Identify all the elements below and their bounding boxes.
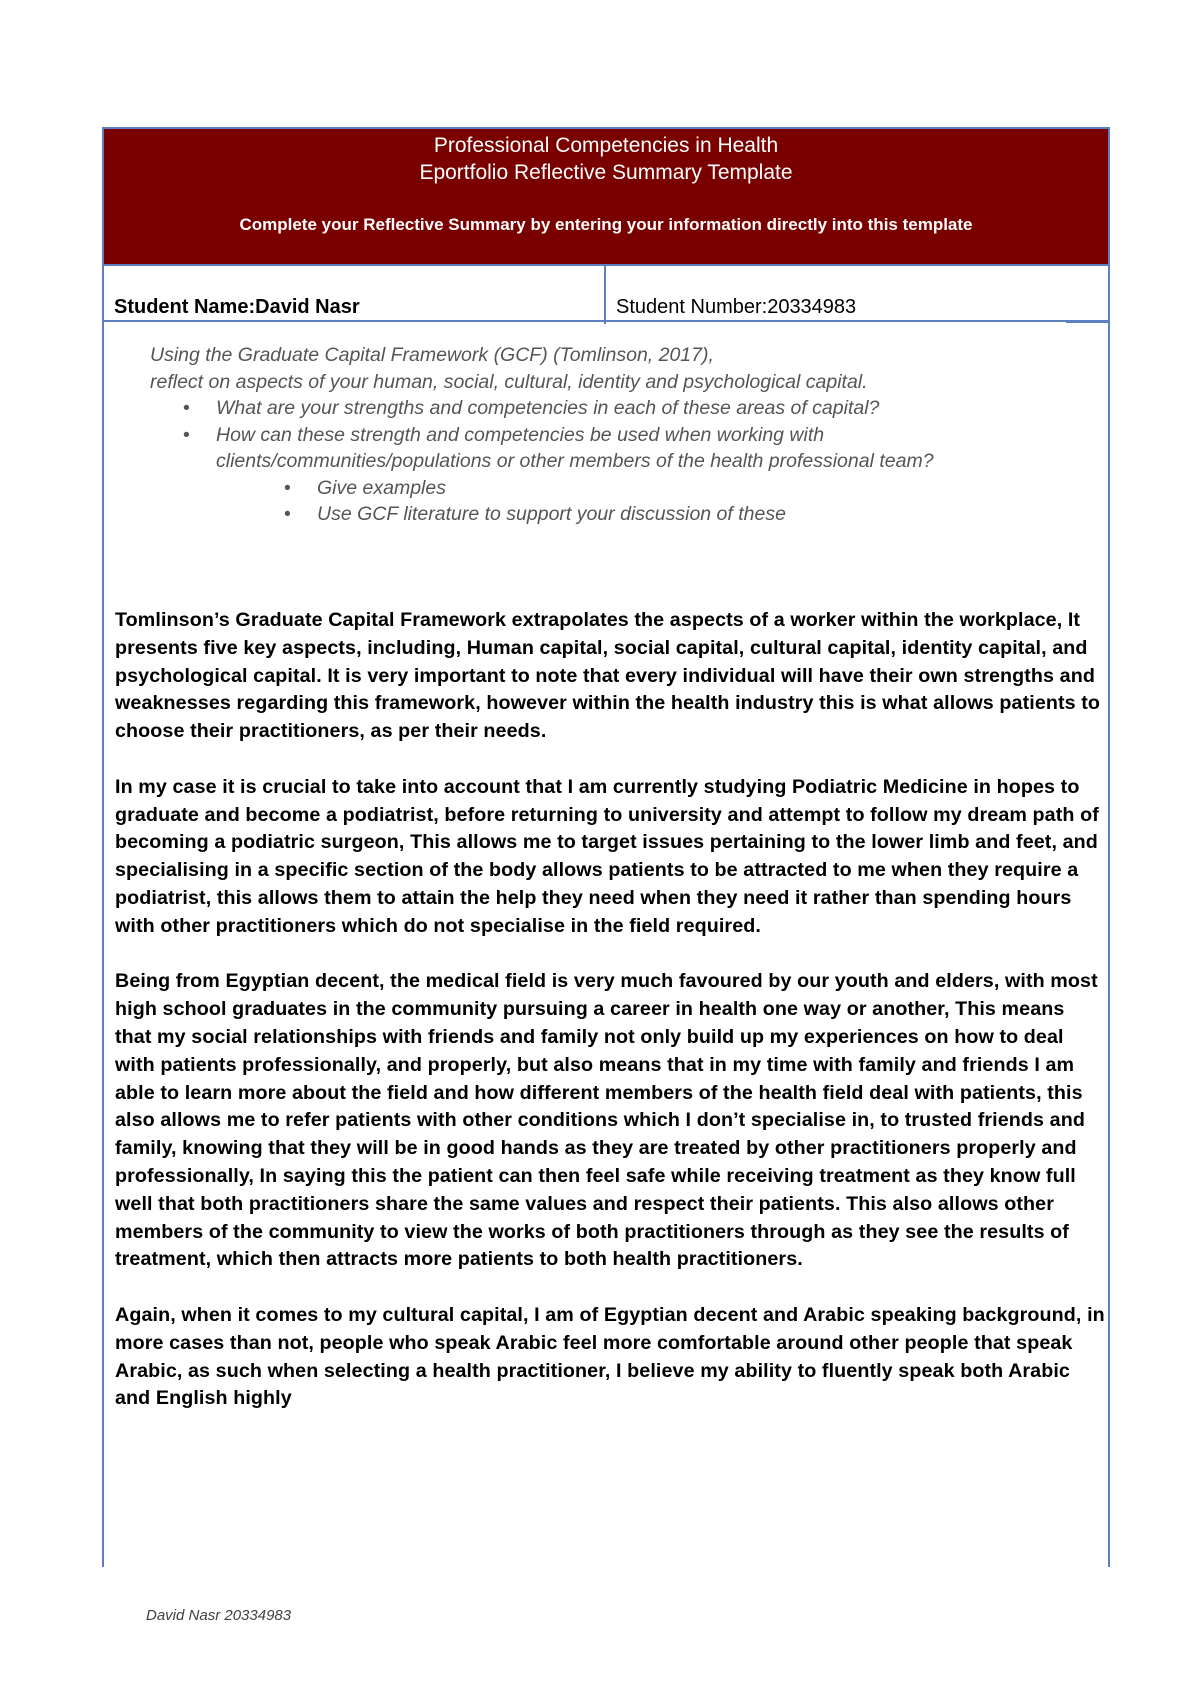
bullet-icon: • <box>183 423 190 446</box>
header-title: Professional Competencies in Health <box>433 134 779 157</box>
prompt-line: reflect on aspects of your human, social, cultural, identity and psychological capital. <box>150 370 868 393</box>
reflection-prompt <box>150 342 1090 528</box>
page-footer: David Nasr 20334983 <box>146 1607 292 1624</box>
prompt-sub-bullet: • Give examples <box>150 475 1090 502</box>
row-border <box>104 320 1108 322</box>
reflective-summary-body[interactable] <box>115 607 1105 1441</box>
student-name-field[interactable]: Student Name:David Nasr <box>114 296 360 318</box>
header-subtitle: Eportfolio Reflective Summary Template <box>419 161 793 184</box>
header-instruction: Complete your Reflective Summary by entering your information directly into this template <box>239 215 973 234</box>
template-frame <box>102 127 1110 1567</box>
prompt-sub-bullet: • Use GCF literature to support your discussion of these <box>150 501 1090 528</box>
student-number-field[interactable]: Student Number:20334983 <box>616 296 857 318</box>
prompt-bullet: • How can these strength and competencies be used when working with clients/communities/populations or other members of the health professional team? <box>183 423 934 472</box>
prompt-bullets <box>150 395 1090 528</box>
template-header <box>104 129 1108 264</box>
bullet-icon: • <box>183 397 190 419</box>
essay-paragraph: Again, when it comes to my cultural capital, I am of Egyptian decent and Arabic speaking background, in more cases than not, people who speak Arabic feel more comfortable around other people that speak Arabic, as such when selecting a health practitioner, I believe my ability to fluently speak both Arabic and English highly <box>115 1303 1105 1410</box>
prompt-bullet: • What are your strengths and competencies in each of these areas of capital? <box>150 395 1090 422</box>
bullet-icon: • <box>284 476 291 499</box>
essay-paragraph: Being from Egyptian decent, the medical field is very much favoured by our youth and elders, with most high school graduates in the community pursuing a career in health one way or another, This means that my social relationships with friends and family not only build up my experiences on how to deal with patients professionally, and properly, but also means that in my time with family and friends I am able to learn more about the field and how different members of the health field deal with patients, this also allows me to refer patients with other conditions which I don’t specialise in, to trusted friends and family, knowing that they will be in good hands as they are treated by other practitioners properly and professionally, In saying this the patient can then feel safe while receiving treatment as they know full well that both practitioners share the same values and respect their patients. This also allows other members of the community to view the works of both practitioners through as they see the results of treatment, which then attracts more patients to both health practitioners. <box>115 970 1098 1271</box>
prompt-line: Using the Graduate Capital Framework (GCF) (Tomlinson, 2017), <box>150 344 714 366</box>
essay-paragraph: Tomlinson’s Graduate Capital Framework extrapolates the aspects of a worker within the workplace, It presents five key aspects, including, Human capital, social capital, cultural capital, identity capital, and psychological capital. It is very important to note that every individual will have their own strengths and weaknesses regarding this framework, however within the health industry this is what allows patients to choose their practitioners, as per their needs. <box>115 609 1101 743</box>
bullet-icon: • <box>284 503 291 525</box>
row-border-accent <box>1066 320 1108 323</box>
student-info-row <box>104 264 1108 322</box>
cell-divider <box>604 266 606 324</box>
essay-paragraph: In my case it is crucial to take into account that I am currently studying Podiatric Medicine in hopes to graduate and become a podiatrist, before returning to university and attempt to follow my dream path of becoming a podiatric surgeon, This allows me to target issues pertaining to the lower limb and feet, and specialising in a specific section of the body allows patients to be attracted to me when they require a podiatrist, this allows them to attain the help they need when they need it rather than spending hours with other practitioners which do not specialise in the field required. <box>115 775 1099 937</box>
